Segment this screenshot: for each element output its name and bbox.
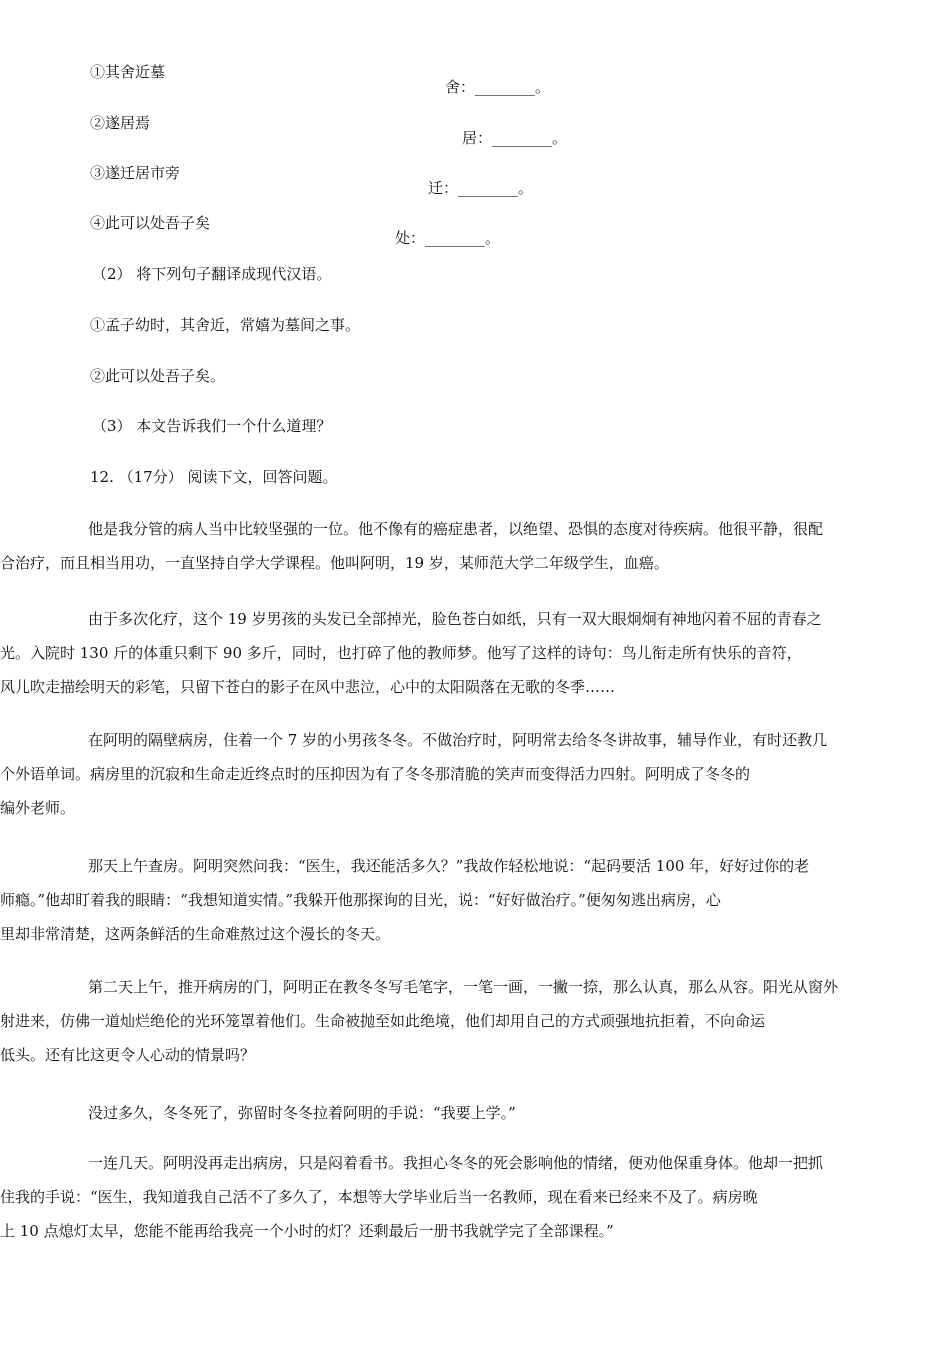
vocab-answer-2: 居：________。 xyxy=(462,129,568,147)
question-2-sentence-1: ①孟子幼时，其舍近，常嬉为墓间之事。 xyxy=(90,316,361,334)
passage-line: 由于多次化疗，这个 19 岁男孩的头发已全部掉光，脸色苍白如纸，只有一双大眼炯炯有神地闪着不屈的青春之 xyxy=(88,610,822,628)
vocab-answer-1: 舍：________。 xyxy=(445,78,551,96)
passage-line: 风儿吹走描绘明天的彩笔，只留下苍白的影子在风中悲泣，心中的太阳陨落在无歌的冬季…… xyxy=(0,678,616,696)
passage-line: 师瘾。”他却盯着我的眼睛：“我想知道实情。”我躲开他那探询的目光，说：“好好做治疗。”便匆匆逃出病房，心 xyxy=(0,891,721,909)
passage-paragraph-2 xyxy=(0,602,906,704)
passage-line: 在阿明的隔壁病房，住着一个 7 岁的小男孩冬冬。不做治疗时，阿明常去给冬冬讲故事，辅导作业，有时还教几 xyxy=(88,731,828,749)
passage-line: 一连几天。阿明没再走出病房，只是闷着看书。我担心冬冬的死会影响他的情绪，便劝他保重身体。他却一把抓 xyxy=(88,1154,824,1172)
passage-paragraph-4 xyxy=(0,849,906,951)
passage-paragraph-1 xyxy=(0,512,906,580)
passage-line: 没过多久，冬冬死了，弥留时冬冬拉着阿明的手说：“我要上学。” xyxy=(88,1104,516,1122)
vocab-answer-4: 处：________。 xyxy=(395,229,501,247)
passage-line: 他是我分管的病人当中比较坚强的一位。他不像有的癌症患者，以绝望、恐惧的态度对待疾病。他很平静，很配 xyxy=(88,520,824,538)
passage-line: 射进来，仿佛一道灿烂绝伦的光环笼罩着他们。生命被抛至如此绝境，他们却用自己的方式顽强地抗拒着，不向命运 xyxy=(0,1012,766,1030)
vocab-phrase-3: ③遂迁居市旁 xyxy=(90,164,181,182)
question-3-label: （3） 本文告诉我们一个什么道理？ xyxy=(92,417,332,435)
vocab-phrase-2: ②遂居焉 xyxy=(90,114,151,132)
vocab-answer-3: 迁：________。 xyxy=(428,179,534,197)
passage-line: 光。入院时 130 斤的体重只剩下 90 多斤，同时，也打碎了他的教师梦。他写了这样的诗句：鸟儿衔走所有快乐的音符， xyxy=(0,644,802,662)
passage-line: 第二天上午，推开病房的门，阿明正在教冬冬写毛笔字，一笔一画，一撇一捺，那么认真，那么从容。阳光从窗外 xyxy=(88,978,839,996)
question-2-label: （2） 将下列句子翻译成现代汉语。 xyxy=(92,265,332,283)
vocab-phrase-4: ④此可以处吾子矣 xyxy=(90,214,211,232)
passage-line: 那天上午查房。阿明突然问我：“医生，我还能活多久？”我故作轻松地说：“起码要活 100 年，好好过你的老 xyxy=(88,857,810,875)
vocab-phrase-1: ①其舍近墓 xyxy=(90,63,166,81)
question-2-sentence-2: ②此可以处吾子矣。 xyxy=(90,367,226,385)
passage-line: 低头。还有比这更令人心动的情景吗？ xyxy=(0,1046,256,1064)
passage-line: 编外老师。 xyxy=(0,799,76,817)
passage-paragraph-3 xyxy=(0,723,906,825)
passage-paragraph-6 xyxy=(88,1096,906,1130)
passage-line: 合治疗，而且相当用功，一直坚持自学大学课程。他叫阿明，19 岁，某师范大学二年级学生，血癌。 xyxy=(0,554,669,572)
passage-line: 上 10 点熄灯太早，您能不能再给我亮一个小时的灯？还剩最后一册书我就学完了全部课程。” xyxy=(0,1222,614,1240)
passage-paragraph-5 xyxy=(0,970,906,1072)
passage-line: 里却非常清楚，这两条鲜活的生命难熬过这个漫长的冬天。 xyxy=(0,925,391,943)
passage-line: 住我的手说：“医生，我知道我自己活不了多久了，本想等大学毕业后当一名教师，现在看来已经来不及了。病房晚 xyxy=(0,1188,758,1206)
passage-paragraph-7 xyxy=(0,1146,906,1248)
passage-line: 个外语单词。病房里的沉寂和生命走近终点时的压抑因为有了冬冬那清脆的笑声而变得活力四射。阿明成了冬冬的 xyxy=(0,765,751,783)
question-12-heading: 12. （17分） 阅读下文，回答问题。 xyxy=(90,468,338,486)
